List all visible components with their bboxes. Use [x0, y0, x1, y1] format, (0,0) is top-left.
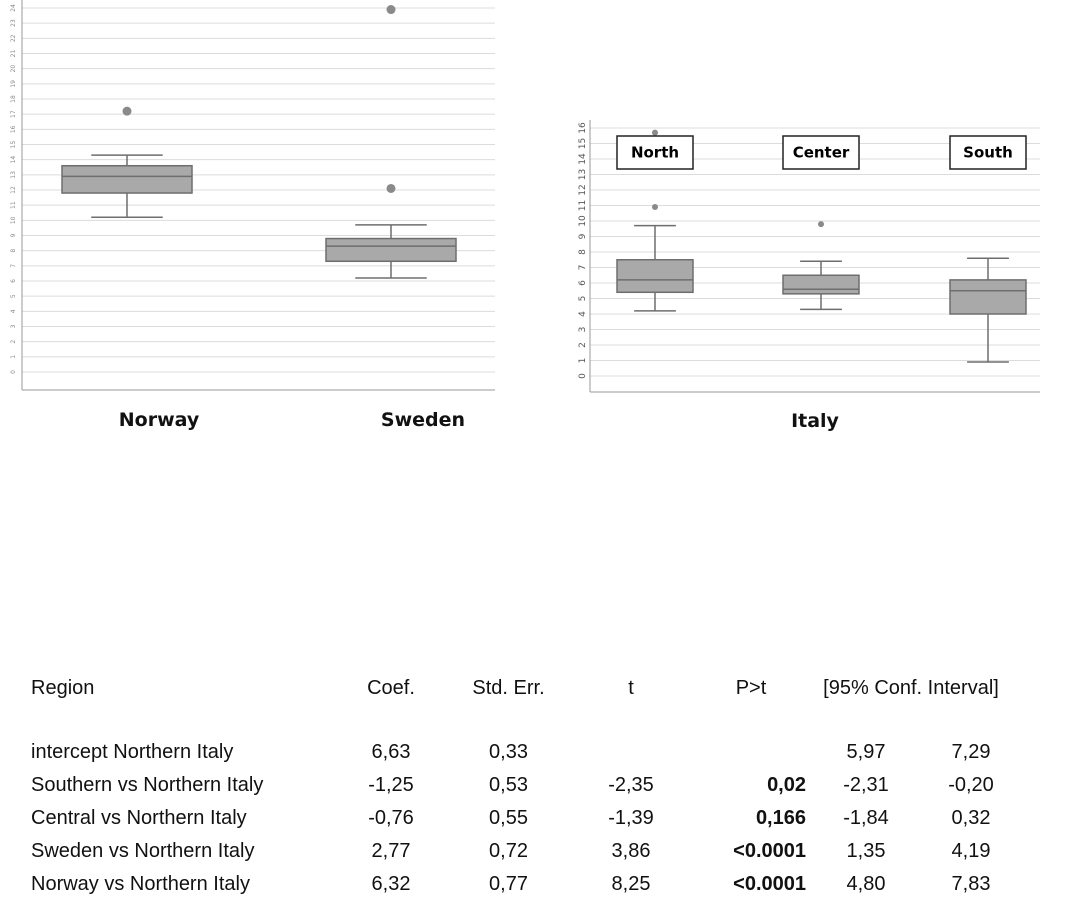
y-tick-label: 22	[10, 34, 18, 43]
cell-p-value	[696, 736, 806, 769]
outlier-point	[818, 221, 824, 227]
y-tick-label: 21	[10, 49, 18, 58]
cell-ci-low: 1,35	[846, 840, 886, 862]
y-tick-label: 0	[10, 370, 18, 374]
cell-t: 8,25	[611, 873, 651, 895]
y-tick-label: 1	[10, 354, 18, 359]
cell-coef: 6,63	[371, 741, 411, 763]
cell-std-err: 0,72	[489, 840, 528, 862]
y-tick-label: 7	[578, 264, 589, 271]
y-tick-label: 6	[10, 279, 18, 283]
y-tick-label: 2	[578, 342, 589, 348]
y-tick-label: 16	[578, 122, 589, 134]
y-tick-label: 23	[10, 19, 18, 27]
cell-region: Norway vs Northern Italy	[31, 873, 250, 895]
cell-region: Sweden vs Northern Italy	[31, 840, 255, 862]
header-region: Region	[31, 676, 95, 699]
y-tick-label: 0	[578, 373, 589, 379]
y-tick-label: 18	[10, 95, 18, 103]
cell-ci-low: -1,84	[843, 807, 889, 829]
y-tick-label: 4	[578, 311, 589, 317]
y-tick-label: 5	[10, 294, 18, 299]
table-row	[20, 835, 1016, 868]
table-row	[20, 868, 1016, 901]
chart-title: Italy	[791, 410, 839, 432]
y-tick-label: 12	[10, 186, 18, 194]
y-tick-label: 6	[578, 280, 589, 286]
chart-panel-0	[10, 0, 495, 431]
cell-std-err: 0,77	[489, 873, 528, 895]
cell-region: Southern vs Northern Italy	[31, 774, 264, 796]
y-tick-label: 11	[578, 199, 589, 212]
y-tick-label: 8	[10, 248, 18, 253]
outlier-point	[652, 130, 658, 136]
cell-t	[566, 736, 696, 769]
y-tick-label: 24	[10, 4, 18, 12]
box-south	[950, 136, 1026, 362]
cell-ci-high: 0,32	[951, 807, 991, 829]
table-row	[20, 736, 1016, 769]
cell-coef: -0,76	[368, 807, 414, 829]
outlier-point	[387, 184, 396, 193]
cell-std-err: 0,33	[489, 741, 528, 763]
y-tick-label: 7	[10, 263, 18, 268]
y-tick-label: 3	[578, 326, 589, 333]
cell-t: -2,35	[608, 774, 654, 796]
header-p-value: P>t	[735, 676, 767, 699]
cell-ci-high: 7,83	[951, 873, 991, 895]
box-iqr	[617, 260, 693, 293]
cell-ci-low: 4,80	[846, 873, 886, 895]
y-tick-label: 16	[10, 125, 18, 134]
y-tick-label: 9	[10, 233, 18, 238]
box-north	[617, 130, 693, 311]
table-row	[20, 802, 1016, 835]
category-label: Sweden	[380, 409, 466, 431]
cell-t: 3,86	[611, 840, 651, 862]
box-iqr	[326, 239, 456, 262]
table-header-row	[20, 670, 1016, 706]
chart-panel-1	[578, 120, 1040, 432]
header-coef: Coef.	[367, 676, 415, 699]
y-tick-label: 20	[10, 64, 18, 73]
y-tick-label: 14	[578, 153, 589, 165]
header-t: t	[628, 676, 634, 699]
header-std-err: Std. Err.	[472, 676, 545, 699]
y-tick-label: 10	[10, 216, 18, 225]
cell-ci-low: 5,97	[846, 741, 886, 763]
y-tick-label: 11	[10, 201, 18, 209]
box-iqr	[783, 275, 859, 294]
cell-region: Central vs Northern Italy	[31, 807, 247, 829]
cell-std-err: 0,55	[489, 807, 528, 829]
y-tick-label: 1	[578, 357, 589, 364]
box-norway	[62, 107, 200, 431]
cell-region: intercept Northern Italy	[31, 741, 234, 763]
category-label: South	[963, 143, 1013, 162]
category-label: North	[630, 143, 680, 162]
y-tick-label: 4	[10, 309, 18, 314]
y-tick-label: 17	[10, 110, 18, 118]
outlier-point	[123, 107, 132, 116]
y-tick-label: 2	[10, 339, 18, 344]
cell-coef: 6,32	[371, 873, 411, 895]
cell-coef: 2,77	[371, 840, 411, 862]
box-iqr	[950, 280, 1026, 314]
outlier-point	[652, 204, 658, 210]
category-label: Center	[792, 143, 850, 162]
cell-p-value: 0,166	[755, 807, 806, 829]
y-tick-label: 15	[10, 140, 18, 149]
header-conf-interval: [95% Conf. Interval]	[823, 676, 999, 699]
regression-table	[20, 670, 1016, 901]
cell-std-err: 0,53	[489, 774, 528, 796]
box-center	[783, 136, 859, 309]
cell-ci-high: -0,20	[948, 774, 994, 796]
cell-ci-low: -2,31	[843, 774, 889, 796]
y-tick-label: 14	[10, 155, 18, 164]
y-tick-label: 15	[578, 137, 589, 150]
y-tick-label: 12	[578, 184, 589, 196]
y-tick-label: 13	[10, 171, 18, 179]
y-tick-label: 19	[10, 80, 18, 88]
cell-ci-high: 4,19	[951, 840, 991, 862]
cell-ci-high: 7,29	[951, 741, 991, 763]
y-tick-label: 8	[578, 249, 589, 255]
y-tick-label: 9	[578, 233, 589, 240]
y-tick-label: 10	[578, 215, 589, 227]
cell-p-value: <0.0001	[733, 840, 806, 862]
box-iqr	[62, 166, 192, 193]
cell-p-value: <0.0001	[733, 873, 806, 895]
cell-p-value: 0,02	[767, 774, 806, 796]
table-row	[20, 769, 1016, 802]
y-tick-label: 3	[10, 324, 18, 329]
cell-t: -1,39	[608, 807, 654, 829]
outlier-point	[387, 5, 396, 14]
y-tick-label: 13	[578, 168, 589, 181]
y-tick-label: 5	[578, 295, 589, 302]
category-label: Norway	[118, 409, 200, 431]
cell-coef: -1,25	[368, 774, 414, 796]
